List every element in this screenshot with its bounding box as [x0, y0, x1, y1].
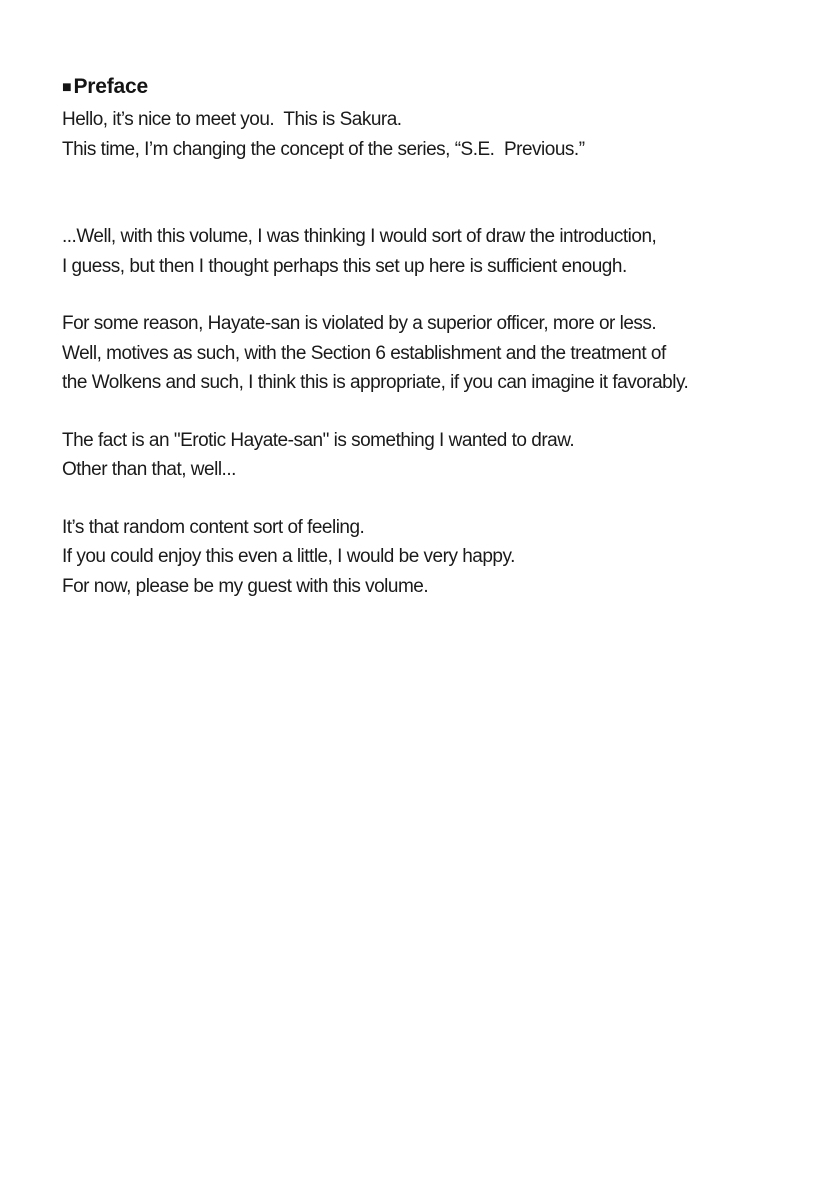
text-line: Other than that, well... — [62, 459, 236, 480]
paragraph-closing — [62, 513, 807, 602]
text-line: If you could enjoy this even a little, I would be very happy. — [62, 546, 515, 567]
text-line: ...Well, with this volume, I was thinking I would sort of draw the introduction, — [62, 226, 657, 247]
text-line: I guess, but then I thought perhaps this set up here is sufficient enough. — [62, 255, 627, 277]
text-line: This time, I’m changing the concept of the series, “S.E. Previous.” — [62, 138, 585, 160]
preface-content — [62, 74, 807, 601]
text-line: the Wolkens and such, I think this is appropriate, if you can imagine it favorably. — [62, 372, 689, 393]
paragraph-volume-intro — [62, 222, 807, 281]
paragraph-motivation — [62, 426, 807, 485]
text-line: Well, motives as such, with the Section 6 establishment and the treatment of — [62, 342, 666, 364]
text-line: For some reason, Hayate-san is violated by a superior officer, more or less. — [62, 313, 657, 334]
paragraph-greeting — [62, 105, 807, 164]
text-line: Hello, it’s nice to meet you. This is Sakura. — [62, 109, 402, 130]
text-line: For now, please be my guest with this volume. — [62, 575, 429, 597]
paragraph-premise — [62, 309, 807, 398]
text-line: The fact is an "Erotic Hayate-san" is something I wanted to draw. — [62, 429, 575, 451]
preface-heading — [62, 74, 807, 102]
square-bullet-icon: ■ — [62, 79, 72, 96]
preface-heading-title: Preface — [73, 75, 148, 98]
text-line: It’s that random content sort of feeling. — [62, 516, 365, 538]
